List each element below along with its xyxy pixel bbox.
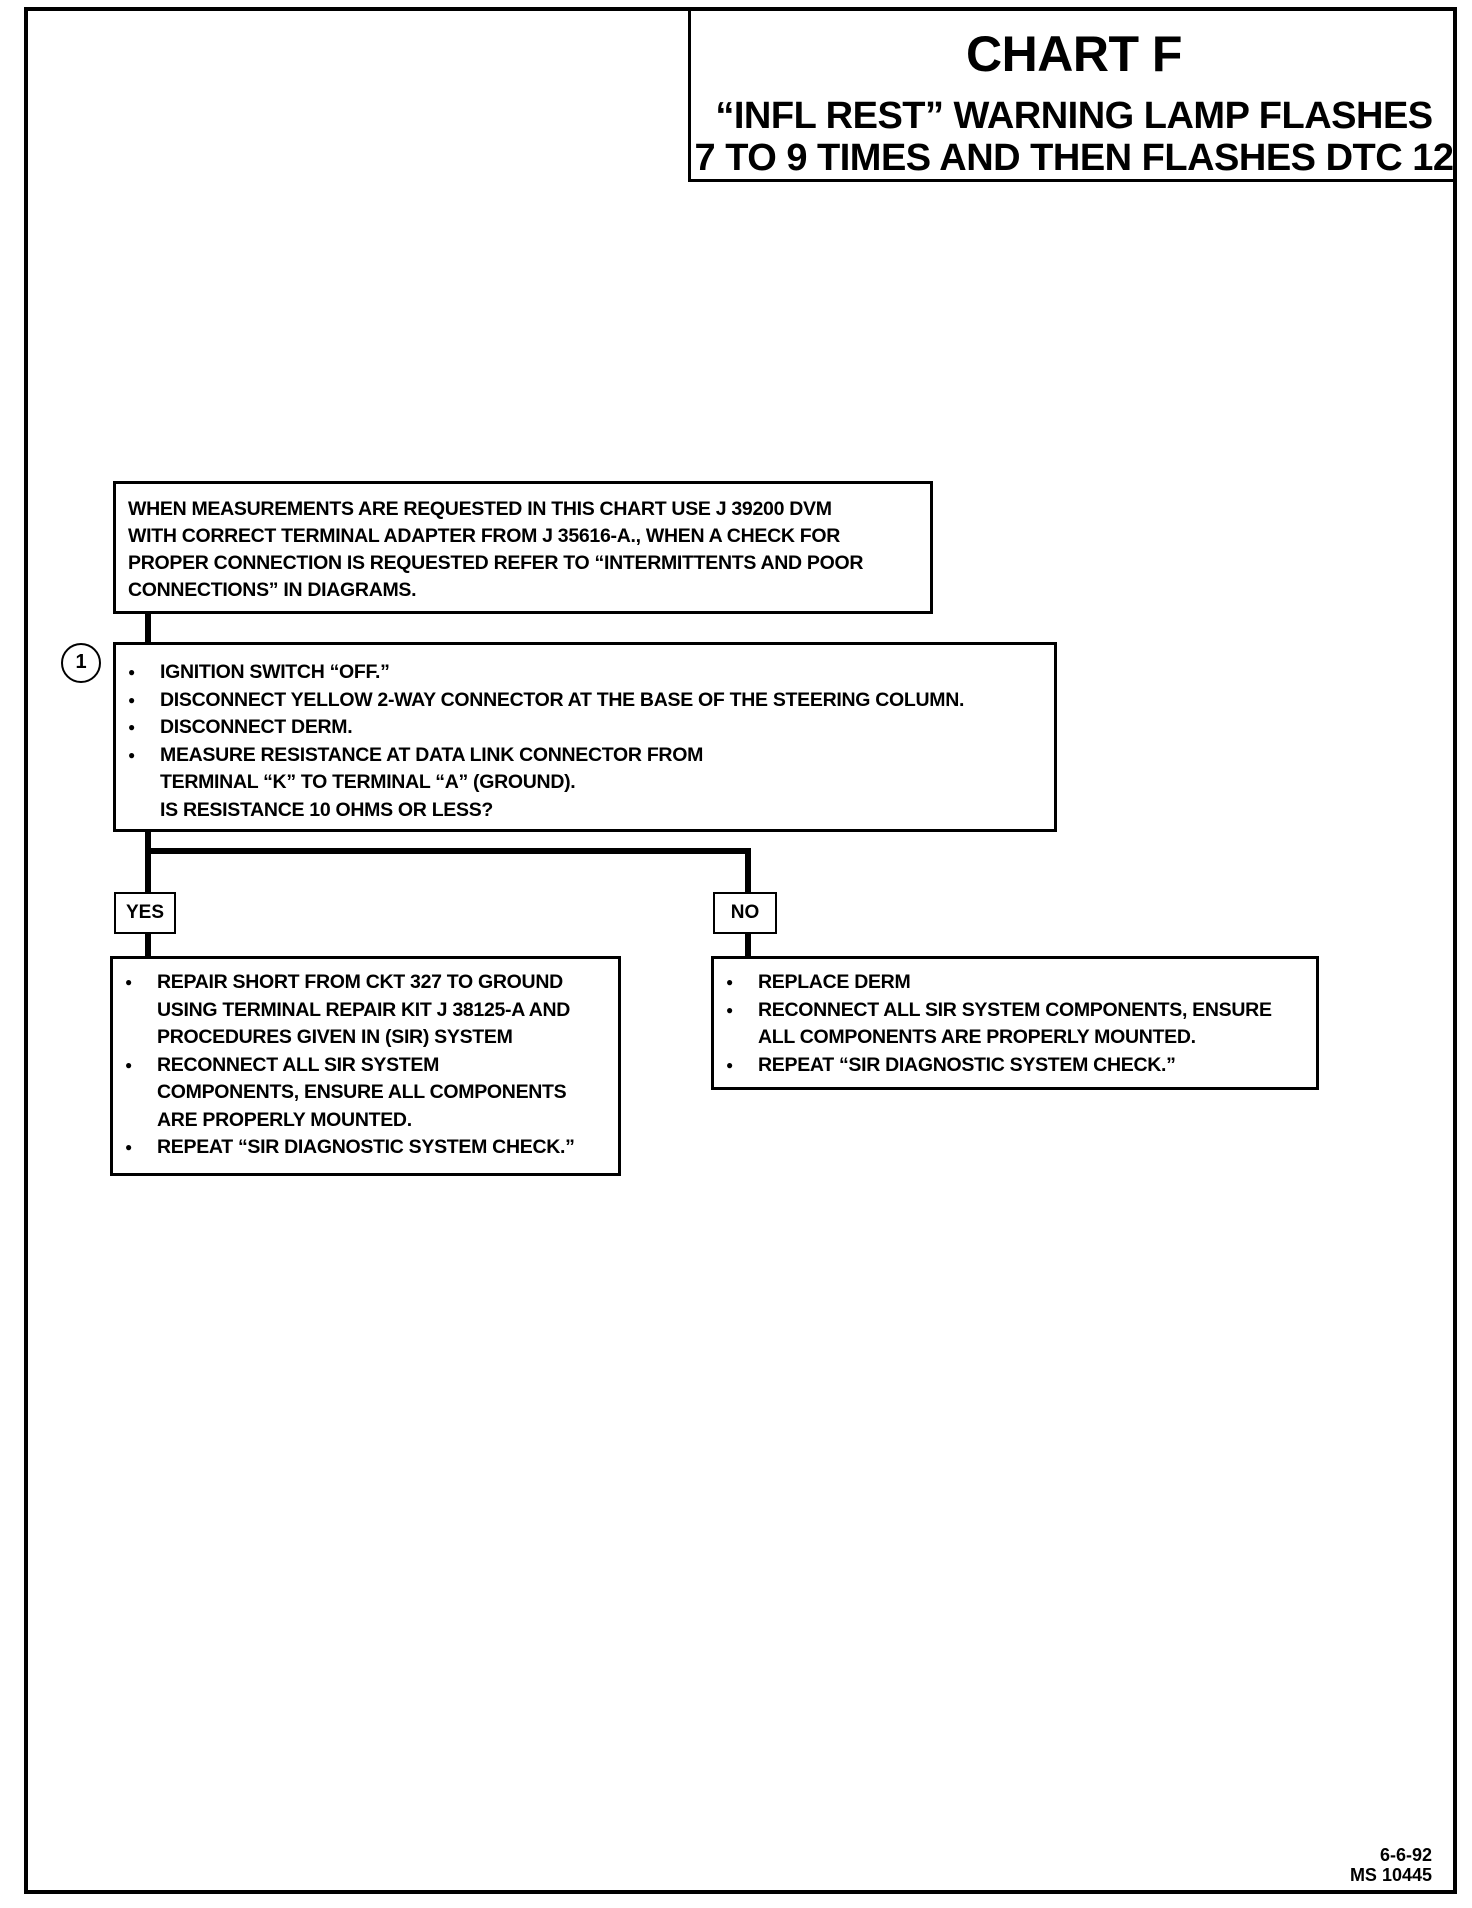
- connector-no-down: [745, 848, 751, 896]
- connector-step1-down: [145, 830, 151, 896]
- footer-date: 6-6-92: [1379, 1845, 1432, 1865]
- connector-yes-to-box: [145, 932, 151, 958]
- step1-box: [113, 642, 1057, 832]
- connector-intro-to-step1: [145, 612, 151, 642]
- no-bullet: ● RECONNECT ALL SIR SYSTEM COMPONENTS, ENSURE ALL COMPONENTS ARE PROPERLY MOUNTED.: [716, 997, 1310, 1052]
- intro-line: CONNECTIONS” IN DIAGRAMS.: [128, 579, 417, 601]
- no-bullet: ● REPLACE DERM: [716, 969, 1310, 997]
- yes-bullet: ● RECONNECT ALL SIR SYSTEM COMPONENTS, ENSURE ALL COMPONENTS ARE PROPERLY MOUNTED.: [115, 1052, 612, 1135]
- step1-question: IS RESISTANCE 10 OHMS OR LESS?: [160, 798, 494, 821]
- chart-title: CHART F: [966, 26, 1182, 82]
- no-list: [716, 969, 1310, 1079]
- step1-list: [118, 659, 1044, 797]
- page-frame: [24, 7, 1457, 1894]
- yes-bullet: ● REPAIR SHORT FROM CKT 327 TO GROUND USING TERMINAL REPAIR KIT J 38125-A AND PROCEDURES GIVEN IN (SIR) SYSTEM: [115, 969, 612, 1052]
- yes-bullet: ● REPEAT “SIR DIAGNOSTIC SYSTEM CHECK.”: [115, 1134, 612, 1162]
- no-result-box: [711, 956, 1319, 1090]
- yes-list: [115, 969, 612, 1162]
- step-number-badge: 1: [61, 643, 101, 683]
- footer-code: MS 10445: [1349, 1865, 1432, 1885]
- intro-line: WHEN MEASUREMENTS ARE REQUESTED IN THIS CHART USE J 39200 DVM: [128, 498, 832, 520]
- intro-line: PROPER CONNECTION IS REQUESTED REFER TO “INTERMITTENTS AND POOR: [128, 552, 864, 574]
- connector-no-to-box: [745, 932, 751, 958]
- intro-box: [113, 481, 933, 614]
- intro-line: WITH CORRECT TERMINAL ADAPTER FROM J 35616-A., WHEN A CHECK FOR: [128, 525, 841, 547]
- step1-bullet: ● DISCONNECT DERM.: [118, 714, 1044, 742]
- yes-label: YES: [114, 892, 176, 934]
- step1-bullet: ● MEASURE RESISTANCE AT DATA LINK CONNECTOR FROM TERMINAL “K” TO TERMINAL “A” (GROUND).: [118, 742, 1044, 797]
- footer-id: [1350, 1845, 1432, 1885]
- subtitle-line-1: “INFL REST” WARNING LAMP FLASHES: [715, 95, 1433, 137]
- step1-bullet: ● IGNITION SWITCH “OFF.”: [118, 659, 1044, 687]
- subtitle-line-2: 7 TO 9 TIMES AND THEN FLASHES DTC 12: [694, 137, 1454, 179]
- no-label: NO: [713, 892, 777, 934]
- no-bullet: ● REPEAT “SIR DIAGNOSTIC SYSTEM CHECK.”: [716, 1052, 1310, 1080]
- chart-subtitle: [691, 95, 1457, 179]
- yes-result-box: [110, 956, 621, 1176]
- title-block: [688, 7, 1457, 182]
- connector-horizontal: [145, 848, 751, 854]
- step1-bullet: ● DISCONNECT YELLOW 2-WAY CONNECTOR AT THE BASE OF THE STEERING COLUMN.: [118, 687, 1044, 715]
